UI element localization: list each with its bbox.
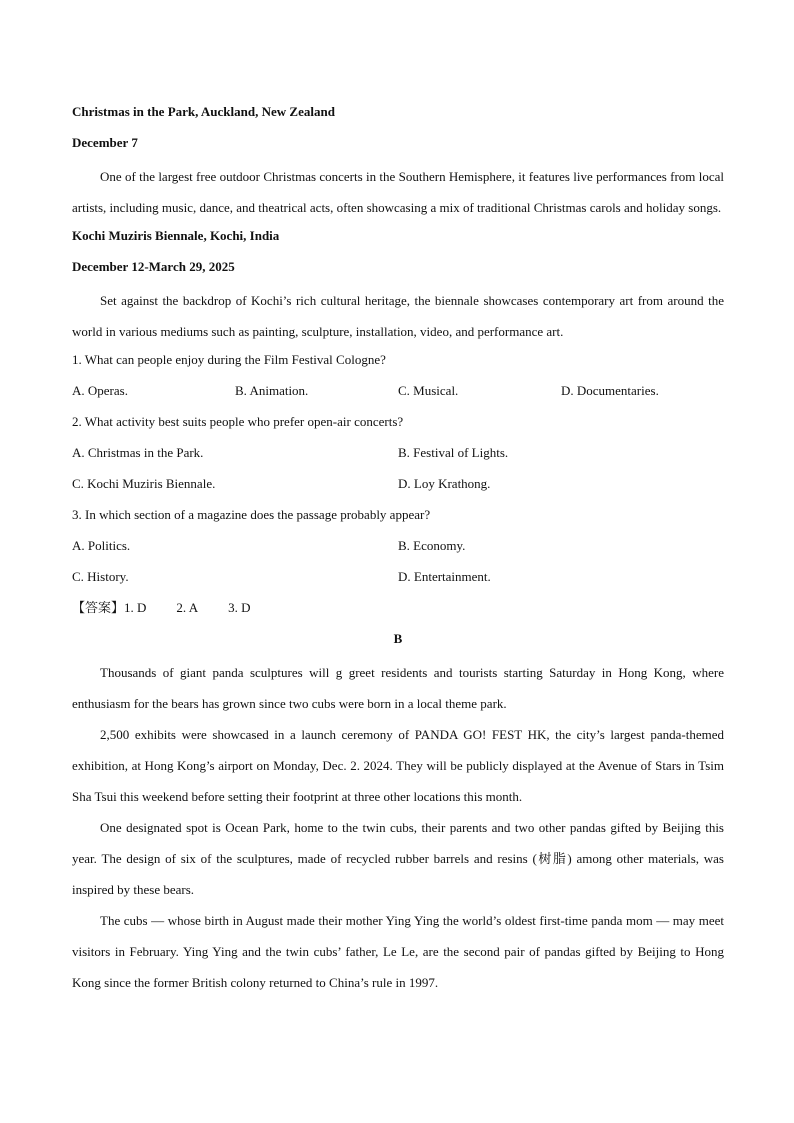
option-a: A. Politics. — [72, 538, 131, 553]
question-2-options-row-1 — [72, 440, 724, 471]
event-title: Kochi Muziris Biennale, Kochi, India — [72, 228, 280, 243]
option-b: B. Animation. — [235, 383, 309, 398]
question-3-text: 3. In which section of a magazine does the passage probably appear? — [72, 507, 431, 522]
answer-key — [72, 595, 724, 626]
event-description: One of the largest free outdoor Christmas concerts in the Southern Hemisphere, it features live performances from local artists, including music, dance, and theatrical acts, often showcasing a mix of traditional Christmas carols and holiday songs. — [72, 169, 724, 215]
question-2-options-row-2 — [72, 471, 724, 502]
passage-paragraph: One designated spot is Ocean Park, home to the twin cubs, their parents and two other pandas gifted by Beijing this year. The design of six of the sculptures, made of recycled rubber barrels and resins (树脂) among other materials, was inspired by these bears. — [72, 820, 724, 897]
answer-3: 3. D — [228, 600, 251, 615]
option-d: D. Documentaries. — [561, 383, 659, 398]
option-b: B. Festival of Lights. — [398, 445, 509, 460]
option-c: C. History. — [72, 569, 129, 584]
option-b: B. Economy. — [398, 538, 466, 553]
passage-paragraph: 2,500 exhibits were showcased in a launch ceremony of PANDA GO! FEST HK, the city’s largest panda-themed exhibition, at Hong Kong’s airport on Monday, Dec. 2. 2024. They will be publicly displayed at the Avenue of Stars in Tsim Sha Tsui this weekend before setting their footprint at three other locations this month. — [72, 727, 724, 804]
option-c: C. Musical. — [398, 383, 459, 398]
option-d: D. Entertainment. — [398, 569, 491, 584]
question-3-options-row-2 — [72, 564, 724, 595]
option-c: C. Kochi Muziris Biennale. — [72, 476, 216, 491]
question-3-options-row-1 — [72, 533, 724, 564]
answer-label: 【答案】 — [72, 600, 125, 615]
question-1-text: 1. What can people enjoy during the Film Festival Cologne? — [72, 352, 386, 367]
answer-2: 2. A — [176, 600, 199, 615]
option-a: A. Operas. — [72, 383, 128, 398]
document-page — [72, 99, 724, 998]
event-date: December 7 — [72, 135, 138, 150]
option-a: A. Christmas in the Park. — [72, 445, 204, 460]
section-heading: B — [393, 631, 403, 646]
answer-1: 1. D — [124, 600, 147, 615]
event-title: Christmas in the Park, Auckland, New Zealand — [72, 104, 335, 119]
option-d: D. Loy Krathong. — [398, 476, 491, 491]
event-description: Set against the backdrop of Kochi’s rich cultural heritage, the biennale showcases contemporary art from around the world in various mediums such as painting, sculpture, installation, video, and performance art. — [72, 293, 724, 339]
passage-paragraph: Thousands of giant panda sculptures will g greet residents and tourists starting Saturday in Hong Kong, where enthusiasm for the bears has grown since two cubs were born in a local theme park. — [72, 665, 724, 711]
event-date: December 12-March 29, 2025 — [72, 259, 235, 274]
question-1-options — [72, 378, 724, 409]
question-2-text: 2. What activity best suits people who prefer open-air concerts? — [72, 414, 404, 429]
passage-paragraph: The cubs — whose birth in August made their mother Ying Ying the world’s oldest first-time panda mom — may meet visitors in February. Ying Ying and the twin cubs’ father, Le Le, are the second pair of pandas gifted by Beijing to Hong Kong since the former British colony returned to China’s rule in 1997. — [72, 913, 724, 990]
